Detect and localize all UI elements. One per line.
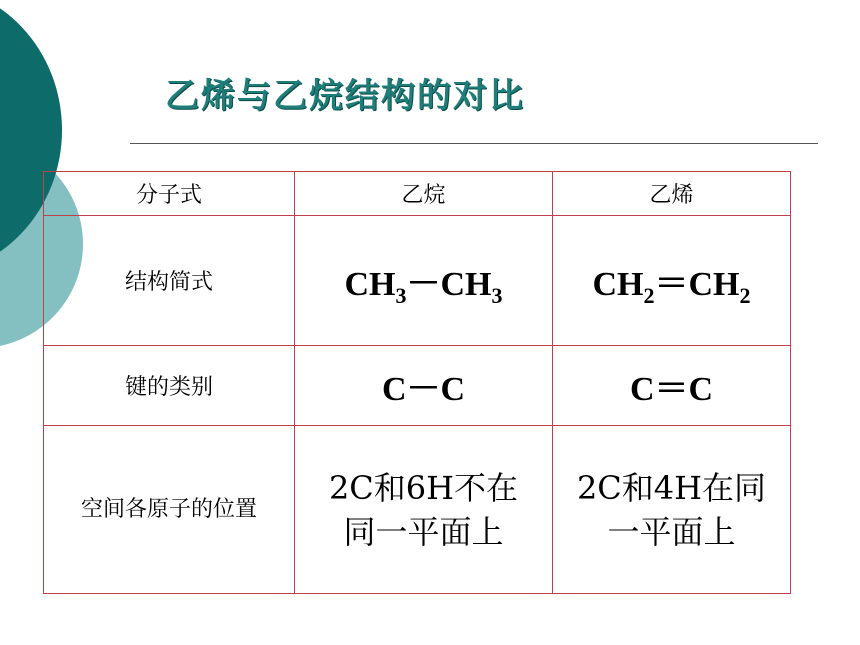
- ethylene-geometry-line-2: 一平面上: [607, 512, 736, 551]
- header-ethane: 乙烷: [295, 172, 553, 216]
- ethylene-group-2: CH: [688, 266, 740, 303]
- ethylene-bond-type: C＝C: [553, 346, 791, 426]
- ethane-bond-type: C－C: [295, 346, 553, 426]
- row-label-structure: 结构简式: [44, 216, 295, 346]
- ethylene-subscript-2: 2: [739, 283, 751, 308]
- ethylene-group-1: CH: [592, 266, 644, 303]
- ethane-subscript-1: 3: [395, 283, 407, 308]
- row-label-bond-type: 键的类别: [44, 346, 295, 426]
- table-row-bond-type: [44, 346, 791, 426]
- row-label-geometry: 空间各原子的位置: [44, 426, 295, 594]
- title-divider: [130, 143, 818, 144]
- ethane-single-bond: －: [406, 266, 441, 303]
- ethane-group-1: CH: [344, 266, 396, 303]
- ethane-group-2: CH: [440, 266, 492, 303]
- ethane-subscript-2: 3: [491, 283, 503, 308]
- ethane-geometry-line-2: 同一平面上: [343, 512, 504, 551]
- ethane-geometry-line-1: 2C和6H不在: [328, 468, 519, 507]
- ethylene-double-bond: ＝: [654, 266, 689, 303]
- table-row-structure: [44, 216, 791, 346]
- ethylene-geometry-line-1: 2C和4H在同: [576, 468, 767, 507]
- slide-title: 乙烯与乙烷结构的对比: [165, 76, 525, 116]
- table-header-row: [44, 172, 791, 216]
- ethylene-subscript-1: 2: [643, 283, 655, 308]
- ethylene-geometry: [553, 426, 791, 594]
- header-ethylene: 乙烯: [553, 172, 791, 216]
- header-formula: 分子式: [44, 172, 295, 216]
- table-row-geometry: [44, 426, 791, 594]
- ethylene-structure: [553, 216, 791, 346]
- comparison-table: [43, 171, 791, 594]
- ethane-structure: [295, 216, 553, 346]
- ethane-geometry: [295, 426, 553, 594]
